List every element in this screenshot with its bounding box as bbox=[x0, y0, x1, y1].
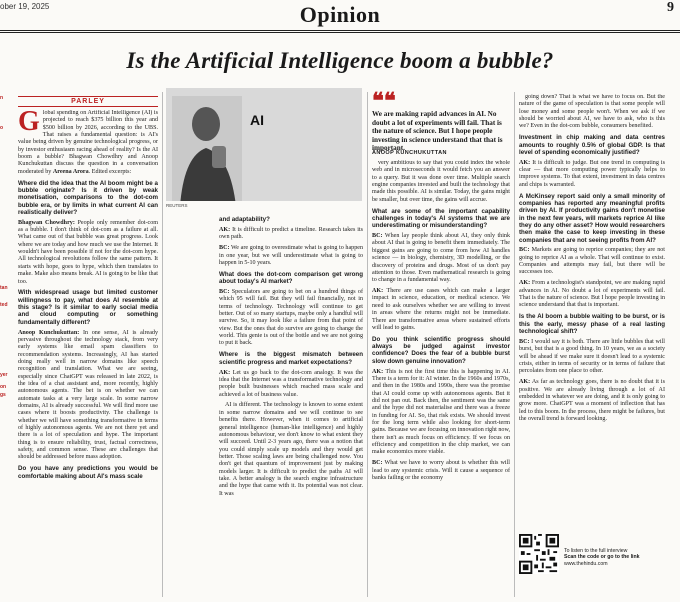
answer: BC: Markets are going to reprice companies; they are not going to reprice AI as a whole. That will continue to exist. Companies and attempts may fail, but there will be successes too. bbox=[519, 247, 665, 276]
answer: AI is different. The technology is known to some extent in some narrow domains and we will continue to see benefits there. However, when it comes to artificial general intelligence (human-like intelligence) and highly autonomous behaviour, we don't know to what extent they will succeed. Until 2-3 years ago, there was a notion that you could simply scale up models and they would get better. Those scaling laws are being challenged now. You don't get that quantum of improvement just by making models larger. It is difficult to predict the paths AI will take. A better analogy is the search engine infrastructure and the hype that came with it. Its potential was not clear. It was bbox=[219, 402, 363, 497]
column-1-body bbox=[18, 180, 158, 480]
edge-stub: n bbox=[0, 95, 4, 101]
answer: BC: We are going to overestimate what is going to happen in one year, but we will underestimate what is going to happen in 5-10 years. bbox=[219, 245, 363, 266]
answer: AK: It is difficult to predict a timeline. Research takes its own path. bbox=[219, 226, 363, 241]
answer: Bhagwan Chowdhry: People only remember dot-com as a bubble. I don't think of dot-com as a failure at all. What came out of that bubble was great progress. Look where we are today and how much we use the Internet. It wouldn't have been possible if not for the dot-com hype. All technological revolutions follow the same pattern. It starts with hope, goes to hype, which then translates to make. Make also means break. AI is going to be like that too. bbox=[18, 219, 158, 285]
question: With widespread usage but limited customer willingness to pay, what does AI resemble at this stage? Is it similar to early social media and cloud computing or something fundamentally different? bbox=[18, 289, 158, 326]
question: Do you have any predictions you would be comfortable making about AI's mass scale bbox=[18, 465, 158, 480]
speaker-label: BC: bbox=[519, 247, 530, 254]
column-divider bbox=[162, 92, 163, 597]
speaker-label: AK: bbox=[219, 369, 231, 376]
column-1 bbox=[18, 110, 158, 600]
pull-quote: We are making rapid advances in AI. No doubt a lot of experiments will fail. That is the nature of science. But I hope people investing in science understand that that is important. bbox=[372, 110, 503, 153]
speaker-label: AK: bbox=[519, 280, 531, 287]
edge-stub: yer bbox=[0, 372, 8, 378]
question: Where did the idea that the AI boom might be a bubble originate? Is it driven by weak monetisation, comparisons to the dot-com bubble era, or by limits in what current AI can realistically deliver? bbox=[18, 179, 158, 216]
quote-mark-icon: ❝❝ bbox=[372, 88, 396, 113]
parley-label: PARLEY bbox=[18, 96, 158, 107]
answer: BC: I would say it is both. There are little bubbles that will burst, but that is a good thing. In 10 years, we as a society will be ahead if we make sure it doesn't lead to a systemic crisis, either in terms of security or in terms of failure that percolates from one place to other. bbox=[519, 338, 665, 375]
article-photo bbox=[166, 88, 362, 201]
headline: Is the Artificial Intelligence boom a bubble? bbox=[126, 48, 554, 73]
pull-quote-author: ANOOP KUNCHUKUTTAN bbox=[372, 150, 447, 156]
page-number: 9 bbox=[667, 0, 674, 15]
answer: AK: There are use cases which can make a larger impact in science, education, or medical science. We need to ask ourselves whether we are willing to invest in areas where the returns might not be immediate. There are transformative areas where sustained efforts will lead to gains. bbox=[372, 288, 510, 331]
speaker-label: Anoop Kunchukuttan: bbox=[18, 329, 80, 336]
speaker-label: AK: bbox=[519, 379, 531, 386]
question: Is the AI boom a bubble waiting to be burst, or is this the early, messy phase of a real lasting technological shift? bbox=[519, 313, 665, 335]
issue-date: ober 19, 2025 bbox=[0, 2, 50, 11]
edge-stub: ted bbox=[0, 302, 8, 308]
speaker-label: BC: bbox=[219, 245, 230, 252]
qr-code-icon[interactable] bbox=[519, 534, 559, 574]
intro-paragraph: Global spending on Artificial Intelligence (AI) is projected to reach $375 billion this year and $500 billion by 2026, according to the UBS. That raises a fundamental question: is AI's value being driven by genuine technological progress, or by investor enthusiasm racing ahead of reality? Is the AI boom a bubble? Bhagwan Chowdhry and Anoop Kunchukuttan discuss the question in a conversation moderated by Areena Arora. Edited excerpts: bbox=[18, 110, 158, 175]
answer: very ambitious to say that you could index the whole web and in microseconds it would fetch you an answer to a query. But it was done over time. Multiple search engine companies invested and built the technology that made this possible. AI is similar. Today, the gains might be smaller, but over time, the gains will accrue. bbox=[372, 160, 510, 203]
qr-caption: To listen to the full interview Scan the code or go to the link www.thehindu.com bbox=[564, 548, 680, 567]
column-3 bbox=[372, 160, 510, 600]
answer: AK: It is difficult to judge. But one trend in computing is clear — that more computing power typically helps to improve systems. To that extent, investment in data centres and chips is warranted. bbox=[519, 159, 665, 188]
photo-ai-text: AI bbox=[250, 112, 264, 128]
answer: BC: When lay people think about AI, they only think about AI that is going to benefit them immediately. The biggest gains are going to come from how AI handles science — in biology, chemistry, 3D modelling, or the discovery of proteins and drugs. Most of us don't pay attention to those. Even mathematical research is going to change in a fundamental way. bbox=[372, 233, 510, 284]
header-rule-thin bbox=[0, 32, 680, 33]
column-4 bbox=[519, 94, 665, 530]
answer: BC: Speculators are going to bet on a hundred things of which 95 will fail. But they will fail financially, not in terms of technology. Technology will continue to get better. Out of so many startups, maybe only a handful will survive. So, it may look like a failure from that point of view. But the ones that do survive are going to change the world. This genie is out of the bottle and we are not going to put it back. bbox=[219, 288, 363, 347]
speaker-label: BC: bbox=[372, 233, 383, 240]
speaker-label: BC: bbox=[372, 460, 383, 467]
speaker-label: AK: bbox=[372, 368, 384, 375]
answer: Anoop Kunchukuttan: In one sense, AI is already pervasive throughout the technology stack, from very early systems like email spam classifiers to recommendation systems. Increasingly, AI has started doing really well in narrow domains like speech recognition and translation. What we are seeing, especially since ChatGPT was released in late 2022, is the idea of a chat assistant and, more recently, highly autonomous agents. The bet is on whether we can automate tasks at a very large scale. In some narrow domains, AI is already successful. We will find more use cases where it boosts productivity. The challenge is whether we will have something transformative in terms of highly autonomous agents. We are not there yet and there is a lot of speculation and hype. The important thing is to ensure reliability, trust, factual correctness, safety, and common sense. These are challenges that should be addressed before mass adoption. bbox=[18, 329, 158, 461]
answer: AK: Let us go back to the dot-com analogy. It was the idea that the Internet was a transformative technology and people built businesses which reached mass scale and achieved a lot of business value. bbox=[219, 369, 363, 398]
answer: BC: What we have to worry about is whether this will lead to any systemic crisis. Will it cause a sequence of banks failing or the economy bbox=[372, 460, 510, 481]
speaker-label: AK: bbox=[519, 159, 531, 166]
column-divider bbox=[514, 92, 515, 597]
answer: AK: This is not the first time this is happening in AI. There is a term for it: AI winter. In the 1960s and 1970s, and then in the 1980s and 1990s, there was the promise that AI could come up with autonomous agents. But it did not pan out. Back then, the sentiment was the same and the hype did not materialise and there was a freeze in funding for AI. So, that risk exists. We should invest for the long term while also looking for short-term gains. Because we are focusing on innovation right now, there isn't as much focus on efficiency. If we focus on efficiency and competition in the chip market, we can make economics more viable. bbox=[372, 368, 510, 456]
question: A McKinsey report said only a small minority of companies has reported any meaningful profits driven by AI. If productivity gains don't monetise in the next few years, will markets reprice AI like they do any other asset? How would researchers then make the case to keep investing in these companies that are not seeing profits from AI? bbox=[519, 192, 665, 244]
photo-credit: REUTERS bbox=[166, 203, 188, 208]
moderator-name: Areena Arora bbox=[52, 168, 89, 175]
edge-stub: o bbox=[0, 125, 4, 131]
question: What are some of the important capability challenges in today's AI systems that we are underestimating or misunderstanding? bbox=[372, 207, 510, 230]
question: Where is the biggest mismatch between scientific progress and market expectations? bbox=[219, 351, 363, 366]
column-2 bbox=[219, 216, 363, 600]
speaker-label: AK: bbox=[219, 226, 231, 233]
header-rule bbox=[0, 30, 680, 31]
edge-stub: tan bbox=[0, 285, 8, 291]
person-silhouette-icon bbox=[172, 96, 242, 201]
answer: AK: From a technologist's standpoint, we are making rapid advances in AI. No doubt a lot of experiments will fail. That is the nature of science. But I hope people investing in science understand that that is important. bbox=[519, 280, 665, 309]
question: What does the dot-com comparison get wrong about today's AI market? bbox=[219, 270, 363, 286]
answer: going down? That is what we have to focus on. But the nature of the game of speculation is that some people will lose money and some people won't. When we ask if we should be worried about AI, we have to ask, who is this we? Even in the dot-com bubble, consumers benefited. bbox=[519, 94, 665, 130]
question: Investment in chip making and data centres amounts to roughly 0.5% of global GDP. Is that level of spending economically justified? bbox=[519, 134, 665, 156]
answer: AK: As far as technology goes, there is no doubt that it is positive. We are already living through a lot of AI embedded in whatever we are doing, and it is only going to grow more. ChatGPT was a moment of inflection that has led to this boom. In the process, there might be failures, but the overall trend is forward looking. bbox=[519, 379, 665, 422]
drop-cap: G bbox=[18, 110, 40, 137]
edge-stub: on bbox=[0, 384, 7, 390]
speaker-label: BC: bbox=[219, 288, 230, 295]
speaker-label: BC: bbox=[519, 338, 530, 345]
question: and adaptability? bbox=[219, 216, 270, 223]
speaker-label: AK: bbox=[372, 288, 384, 295]
edge-stub: gs bbox=[0, 392, 6, 398]
website-link[interactable]: www.thehindu.com bbox=[564, 560, 608, 567]
speaker-label: Bhagwan Chowdhry: bbox=[18, 219, 75, 226]
column-divider bbox=[367, 92, 368, 597]
section-title: Opinion bbox=[299, 2, 381, 27]
question: Do you think scientific progress should always be judged against investor confidence? Does the fear of a bubble burst slow down genuine innovation? bbox=[372, 335, 510, 365]
